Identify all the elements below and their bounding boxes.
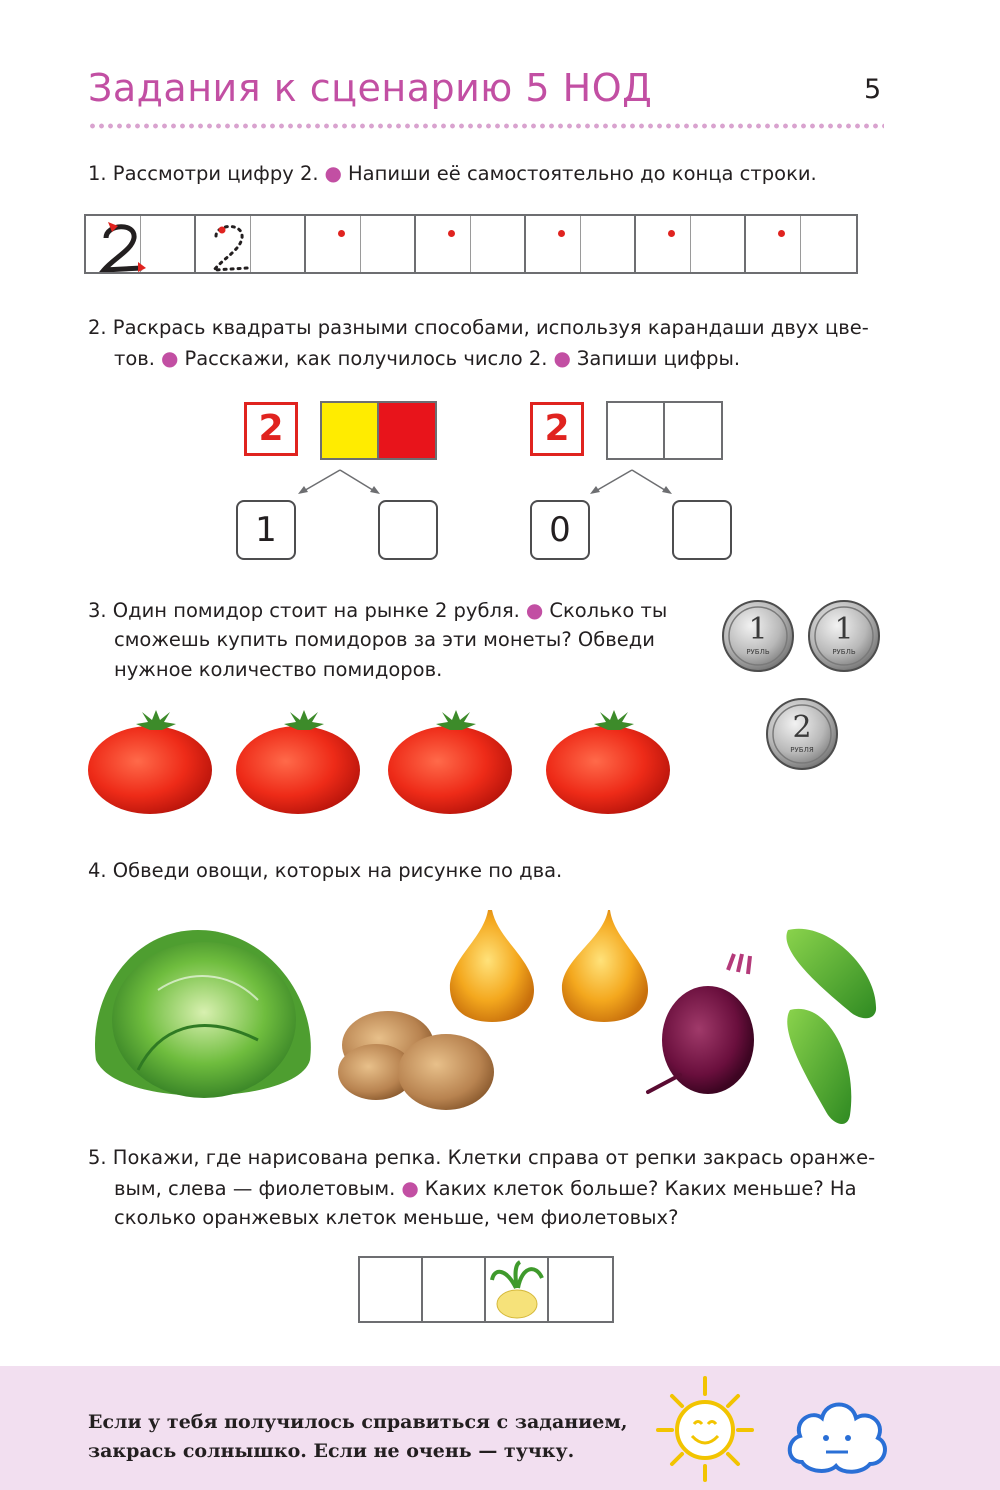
writing-cell[interactable] [471, 216, 526, 272]
bullet-icon: ● [525, 598, 544, 622]
colored-squares-right[interactable] [606, 401, 723, 460]
cell-left-2[interactable] [423, 1258, 486, 1321]
writing-cell[interactable] [306, 216, 361, 272]
writing-cell[interactable] [526, 216, 581, 272]
cloud-icon[interactable] [782, 1392, 890, 1478]
task-5-part-b: Каких клеток больше? Каких меньше? На [424, 1177, 857, 1200]
writing-cell[interactable] [361, 216, 416, 272]
coin-2-label: РУБЛЬ [832, 648, 856, 656]
number-box-right: 2 [530, 402, 584, 456]
task-2-part-b: Расскажи, как получилось число 2. [184, 347, 548, 370]
split-arrows-left-icon [290, 466, 390, 500]
writing-cell[interactable] [581, 216, 636, 272]
coin-3-value: 2 [792, 710, 812, 745]
writing-cell[interactable] [416, 216, 471, 272]
start-dot-icon [778, 230, 785, 237]
number-box-left: 2 [244, 402, 298, 456]
footer-text [88, 1408, 627, 1466]
task-5-line-2 [114, 1173, 857, 1204]
tomato-icon [236, 710, 360, 814]
start-dot-icon [448, 230, 455, 237]
writing-cell[interactable] [251, 216, 306, 272]
cucumber-icon [786, 929, 876, 1124]
writing-cell[interactable] [746, 216, 801, 272]
task-3-line-1 [88, 595, 667, 626]
tomatoes-group[interactable] [86, 708, 676, 818]
task-1-part-a: 1. Рассмотри цифру 2. [88, 162, 319, 185]
page-number: 5 [864, 74, 882, 105]
task-3-line-2: сможешь купить помидоров за эти монеты? Обведи [114, 628, 655, 651]
vegetables-group[interactable] [88, 910, 888, 1130]
tomato-icon [88, 710, 212, 814]
colored-squares-left[interactable] [320, 401, 437, 460]
dotted-divider [88, 122, 884, 130]
bullet-icon: ● [401, 1176, 419, 1200]
writing-cell[interactable] [196, 216, 251, 272]
task-1-text [88, 158, 817, 189]
writing-cell[interactable] [801, 216, 856, 272]
cabbage-icon [95, 930, 311, 1098]
cell-left-1[interactable] [360, 1258, 423, 1321]
footer-line-2: закрась солнышко. Если не очень — тучку. [88, 1440, 575, 1462]
start-dot-icon [338, 230, 345, 237]
start-dot-icon [668, 230, 675, 237]
coin-1-value: 1 [748, 612, 768, 647]
footer-line-1: Если у тебя получилось справиться с заданием, [88, 1411, 628, 1433]
page-title: Задания к сценарию 5 НОД [88, 66, 653, 110]
bullet-icon: ● [160, 346, 179, 370]
digit-writing-row[interactable] [84, 214, 858, 274]
sun-icon[interactable] [650, 1372, 760, 1484]
task-2-part-c: Запиши цифры. [576, 347, 741, 370]
tomato-icon [388, 710, 512, 814]
coin-1-label: РУБЛЬ [746, 648, 770, 656]
split-arrows-right-icon [582, 466, 682, 500]
task-5-line-1: 5. Покажи, где нарисована репка. Клетки справа от репки закрась оранже- [88, 1146, 876, 1169]
yellow-square[interactable] [322, 403, 379, 458]
coin-3-label: РУБЛЯ [790, 746, 814, 754]
task-1-part-b: Напиши её самостоятельно до конца строки. [348, 162, 817, 185]
onion-icon [450, 910, 648, 1022]
bullet-icon: ● [324, 161, 342, 185]
empty-square[interactable] [665, 403, 721, 458]
turnip-cells-row[interactable] [358, 1256, 614, 1323]
answer-box-right-2[interactable] [672, 500, 732, 560]
task-5-line-3: сколько оранжевых клеток меньше, чем фиолетовых? [114, 1206, 679, 1229]
writing-cell[interactable] [86, 216, 141, 272]
red-square[interactable] [379, 403, 435, 458]
start-dot-icon [558, 230, 565, 237]
bullet-icon: ● [553, 346, 571, 370]
tomato-icon [546, 710, 670, 814]
digit-two-dotted-icon [202, 216, 257, 272]
writing-cell[interactable] [141, 216, 196, 272]
task-2-part-a: тов. [114, 347, 155, 370]
beet-icon [648, 954, 754, 1094]
digit-two-sample-icon [92, 216, 147, 272]
turnip-icon [486, 1258, 548, 1321]
answer-box-right-1[interactable]: 0 [530, 500, 590, 560]
answer-box-left-1[interactable]: 1 [236, 500, 296, 560]
writing-cell[interactable] [636, 216, 691, 272]
task-3-part-a: 3. Один помидор стоит на рынке 2 рубля. [88, 599, 520, 622]
potato-icon [338, 1011, 494, 1110]
turnip-cell [486, 1258, 549, 1321]
task-2-line-2 [114, 343, 740, 374]
task-5-part-a: вым, слева — фиолетовым. [114, 1177, 396, 1200]
empty-square[interactable] [608, 403, 665, 458]
task-3-line-3: нужное количество помидоров. [114, 658, 443, 681]
coin-2-value: 1 [834, 612, 854, 647]
task-3-part-b: Сколько ты [549, 599, 668, 622]
task-4-text: 4. Обведи овощи, которых на рисунке по два. [88, 859, 563, 882]
writing-cell[interactable] [691, 216, 746, 272]
answer-box-left-2[interactable] [378, 500, 438, 560]
task-2-line-1: 2. Раскрась квадраты разными способами, используя карандаши двух цве- [88, 316, 869, 339]
cell-right-1[interactable] [549, 1258, 612, 1321]
